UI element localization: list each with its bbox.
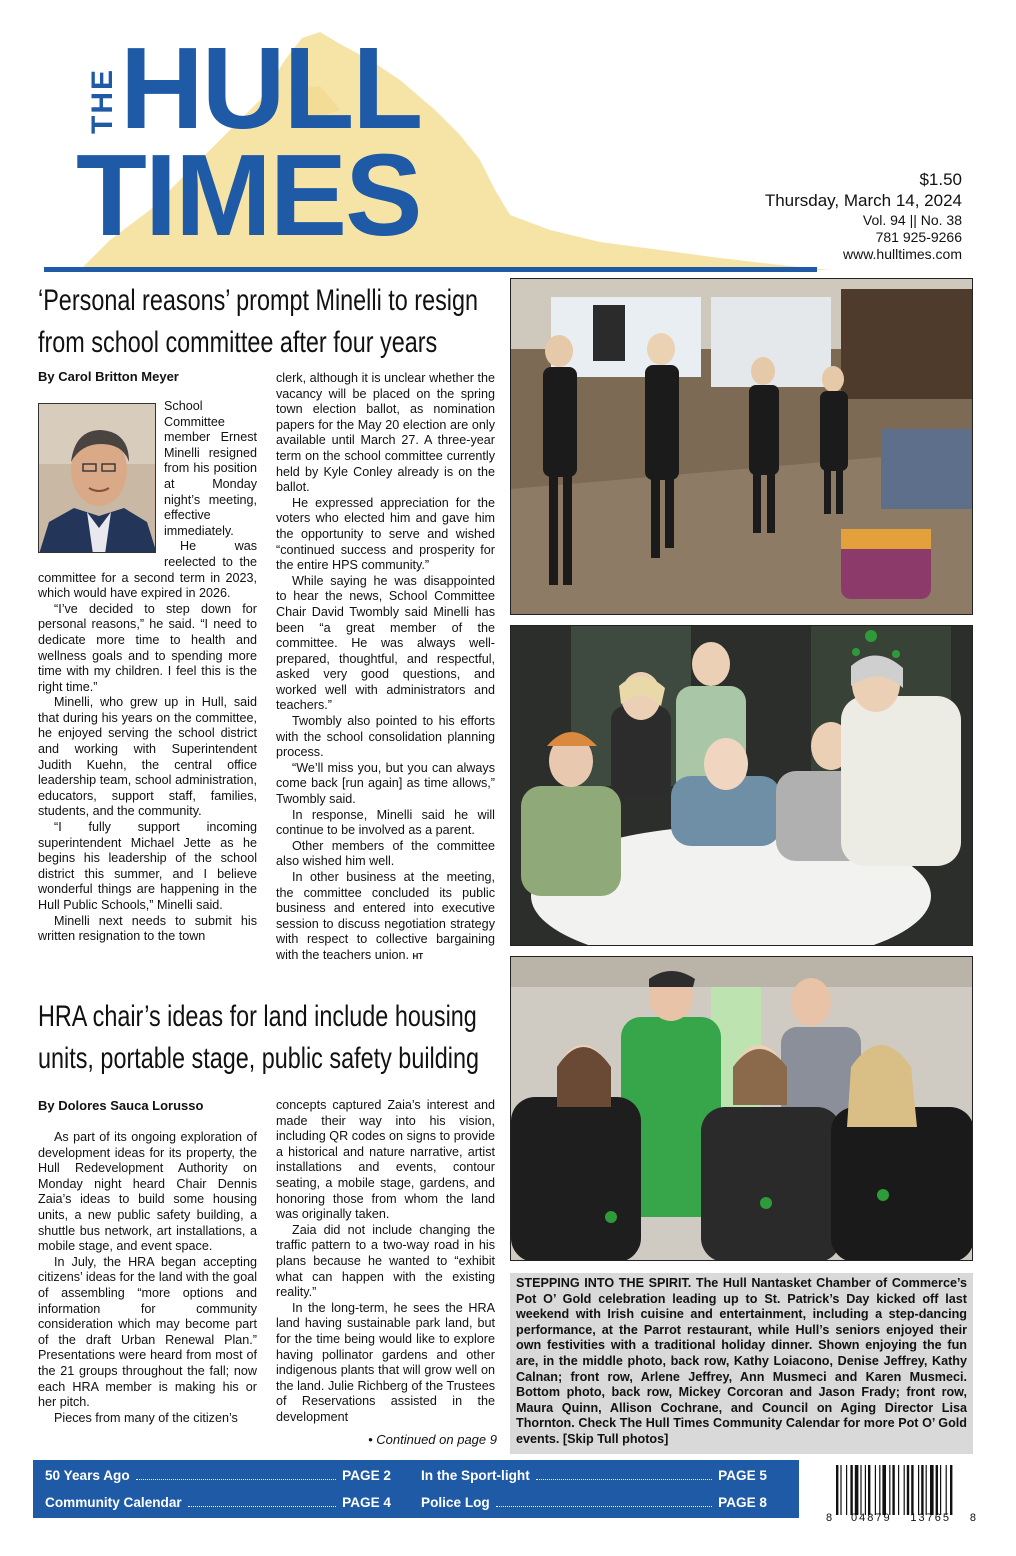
paragraph: “I fully support incoming superintendent Michael Jette as he begins his leadership of the school district this summer, and I believe wonderful things are happening in the Hull Public Schools,” Minelli said. — [38, 820, 257, 912]
barcode-bar — [889, 1465, 890, 1515]
end-mark: HT — [412, 951, 424, 961]
barcode-digit: 8 — [826, 1512, 833, 1524]
barcode-bar — [904, 1465, 905, 1515]
barcode-bar — [950, 1465, 952, 1515]
story1-column-1 — [38, 399, 257, 945]
leader-dots — [496, 1497, 712, 1507]
story2-headline-line1: HRA chair’s ideas for land include housing — [38, 1000, 477, 1033]
caption-lead: STEPPING INTO THE SPIRIT. — [516, 1276, 692, 1290]
index-label: In the Sport-light — [421, 1467, 530, 1483]
story1-byline: By Carol Britton Meyer — [38, 369, 179, 384]
photo-caption — [510, 1273, 973, 1454]
barcode-bar — [836, 1465, 838, 1515]
paragraph: Twombly also pointed to his efforts with the school consolidation planning process. — [276, 714, 495, 760]
paragraph: Pieces from many of the citizen’s — [54, 1410, 238, 1425]
barcode-bar — [930, 1465, 934, 1515]
barcode-bar — [875, 1465, 876, 1515]
barcode-bar — [940, 1465, 941, 1515]
price: $1.50 — [919, 170, 962, 189]
barcode-bar — [846, 1465, 847, 1515]
paragraph: He was reelected to the committee for a second term in 2023, which would have expired in 2026. — [38, 539, 257, 601]
paragraph: In the long-term, he sees the HRA land having sustainable park land, but for the time being would like to explore having pollinator gardens and other indigenous plants that will grow well on the land. Julie Richberg of the Trustees of Reservations assisted in the development — [276, 1300, 495, 1424]
barcode-bar — [911, 1465, 913, 1515]
barcode-bar — [898, 1465, 899, 1515]
index-row — [45, 1492, 787, 1512]
index-item-50-years-ago[interactable] — [45, 1465, 391, 1485]
story2-byline: By Dolores Sauca Lorusso — [38, 1098, 204, 1113]
barcode-bar — [918, 1465, 919, 1515]
barcode-digits: 13765 — [910, 1512, 951, 1524]
paragraph: In response, Minelli said he will continue to be involved as a parent. — [276, 807, 495, 838]
story2-headline-line2: units, portable stage, public safety building — [38, 1042, 479, 1075]
paragraph: In July, the HRA began accepting citizens’ ideas for the land with the goal of assembling “more options and information for community consideration which may become part of the draft Urban Renewal Plan.” Presentations were heard from most of the 21 groups throughout the fall; now each HRA member is making his or her pitch. — [38, 1254, 257, 1410]
leader-dots — [188, 1497, 336, 1507]
caption-text: The Hull Nantasket Chamber of Commerce’s Pot O’ Gold celebration leading up to St. Patrick’s Day kicked off last weekend with Irish cuisine and entertainment, including a step-dancing performance, at the Parrot restaurant, while Hull’s seniors enjoyed their own festivities with a traditional holiday dinner. Shown enjoying the fun are, in the middle photo, back row, Kathy Loiacono, Denise Jeffrey, Kathy Calnan; front row, Arlene Jeffrey, Ann Musmeci and Karen Musmeci. Bottom photo, back row, Mickey Corcoran and Jason Frady; front row, Maura Quinn, Allison Cochrane, and Council on Aging Director Lisa Thornton. Check The Hull Times Community Calendar for more Pot O’ Gold events. [Skip Tull photos] — [516, 1276, 967, 1446]
paragraph: clerk, although it is unclear whether the vacancy will be placed on the spring town election ballot, as nomination papers for the May 20 election are only available until March 27. A three-year term on the school committee currently held by Kyle Conley already is on the ballot. — [276, 371, 495, 495]
index-page: PAGE 8 — [718, 1494, 767, 1510]
index-item-sport-light[interactable] — [421, 1465, 767, 1485]
barcode-bar — [850, 1465, 852, 1515]
masthead-info — [765, 170, 962, 263]
index-label: 50 Years Ago — [45, 1467, 130, 1483]
barcode-digit: 8 — [969, 1512, 976, 1524]
minelli-headshot-photo — [38, 403, 156, 553]
barcode-bar — [865, 1465, 866, 1515]
issue-date: Thursday, March 14, 2024 — [764, 191, 962, 210]
paragraph: He expressed appreciation for the voters who elected him and gave him the opportunity to serve and wished “continued success and prosperity for the entire HPS community.” — [276, 495, 495, 573]
seniors-dinner-photo — [510, 625, 973, 946]
paragraph: “We’ll miss you, but you can always come back [run again] as time allows,” Twombly said. — [276, 760, 495, 807]
masthead-rule — [44, 267, 817, 272]
paragraph-text: In other business at the meeting, the committee concluded its public business and entered into executive session to discuss negotiation strategy with respect to collective bargaining with the teachers union. — [276, 870, 495, 962]
chamber-party-photo — [510, 956, 973, 1261]
masthead-times: TIMES — [76, 130, 421, 260]
story2-column-2 — [276, 1098, 495, 1425]
barcode-bar — [860, 1465, 861, 1515]
volume-number: Vol. 94 || No. 38 — [862, 212, 962, 228]
step-dancers-photo — [510, 278, 973, 615]
index-page: PAGE 2 — [342, 1467, 391, 1483]
continued-on-page[interactable]: • Continued on page 9 — [368, 1432, 497, 1447]
barcode-bar — [936, 1465, 938, 1515]
story1-headline[interactable] — [38, 280, 508, 364]
barcode-numbers — [826, 1512, 976, 1524]
barcode-bar — [907, 1465, 909, 1515]
index-item-police-log[interactable] — [421, 1492, 767, 1512]
barcode-bar — [921, 1465, 923, 1515]
paragraph — [276, 870, 495, 965]
barcode-bar — [840, 1465, 841, 1515]
masthead — [0, 0, 1016, 275]
barcode-bar — [926, 1465, 927, 1515]
barcode-bar — [892, 1465, 894, 1515]
story2-column-1 — [38, 1130, 257, 1426]
index-page: PAGE 5 — [718, 1467, 767, 1483]
paragraph: concepts captured Zaia’s interest and made their way into his vision, including QR codes on signs to provide a historical and nature narrative, artist installations and events, contour seating, a mobile stage, gardens, and honoring those from whom the land was originally taken. — [276, 1098, 495, 1222]
story1-headline-line1: ‘Personal reasons’ prompt Minelli to resign — [38, 284, 479, 317]
masthead-the: THE — [86, 68, 119, 134]
barcode-bar — [946, 1465, 947, 1515]
page-index-bar — [33, 1460, 799, 1518]
paragraph: Other members of the committee also wished him well. — [276, 838, 495, 869]
paragraph: While saying he was disappointed to hear the news, School Committee Chair David Twombly said Minelli has been “a great member of the committee. He was always well-prepared, thoughtful, and respectful, asked very good questions, and worked well with administrators and teachers.” — [276, 573, 495, 713]
barcode-bar — [879, 1465, 880, 1515]
index-label: Police Log — [421, 1494, 490, 1510]
paragraph: Minelli next needs to submit his written resignation to the town — [38, 913, 257, 944]
barcode-bar — [868, 1465, 870, 1515]
index-item-community-calendar[interactable] — [45, 1492, 391, 1512]
barcode-bar — [882, 1465, 886, 1515]
story2-headline[interactable] — [38, 996, 508, 1080]
leader-dots — [536, 1470, 712, 1480]
barcode-bar — [855, 1465, 859, 1515]
paragraph: Zaia did not include changing the traffic pattern to a two-way road in his plans because he wanted to “exhibit what can happen with the existing reality.” — [276, 1222, 495, 1300]
index-row — [45, 1465, 787, 1485]
paragraph: Minelli, who grew up in Hull, said that during his years on the committee, he enjoyed serving the school district and working with Superintendent Judith Kuehn, the central office leadership team, school administration, educators, support staff, families, students, and the community. — [38, 695, 257, 819]
barcode-digits: 04879 — [850, 1512, 892, 1524]
story1-headline-line2: from school committee after four years — [38, 326, 438, 359]
masthead-hull: HULL — [120, 23, 422, 153]
index-page: PAGE 4 — [342, 1494, 391, 1510]
leader-dots — [136, 1470, 337, 1480]
paragraph: “I’ve decided to step down for personal reasons,” he said. “I need to dedicate more time to health and wellness goals and to spending more time with my children. I feel this is the right time.” — [38, 601, 257, 694]
paragraph: As part of its ongoing exploration of development ideas for its property, the Hull Redevelopment Authority on Monday night heard Chair Dennis Zaia’s ideas to build some housing units, a new public safety building, a shuttle bus network, art installations, a mobile stage, and event space. — [38, 1130, 257, 1254]
website-link[interactable]: www.hulltimes.com — [842, 246, 962, 262]
story1-column-2 — [276, 371, 495, 965]
paragraph: School Committee member Ernest Minelli resigned from his position at Monday night’s meeting, effective immediately. — [164, 399, 257, 538]
index-label: Community Calendar — [45, 1494, 182, 1510]
phone-number: 781 925-9266 — [875, 229, 962, 245]
